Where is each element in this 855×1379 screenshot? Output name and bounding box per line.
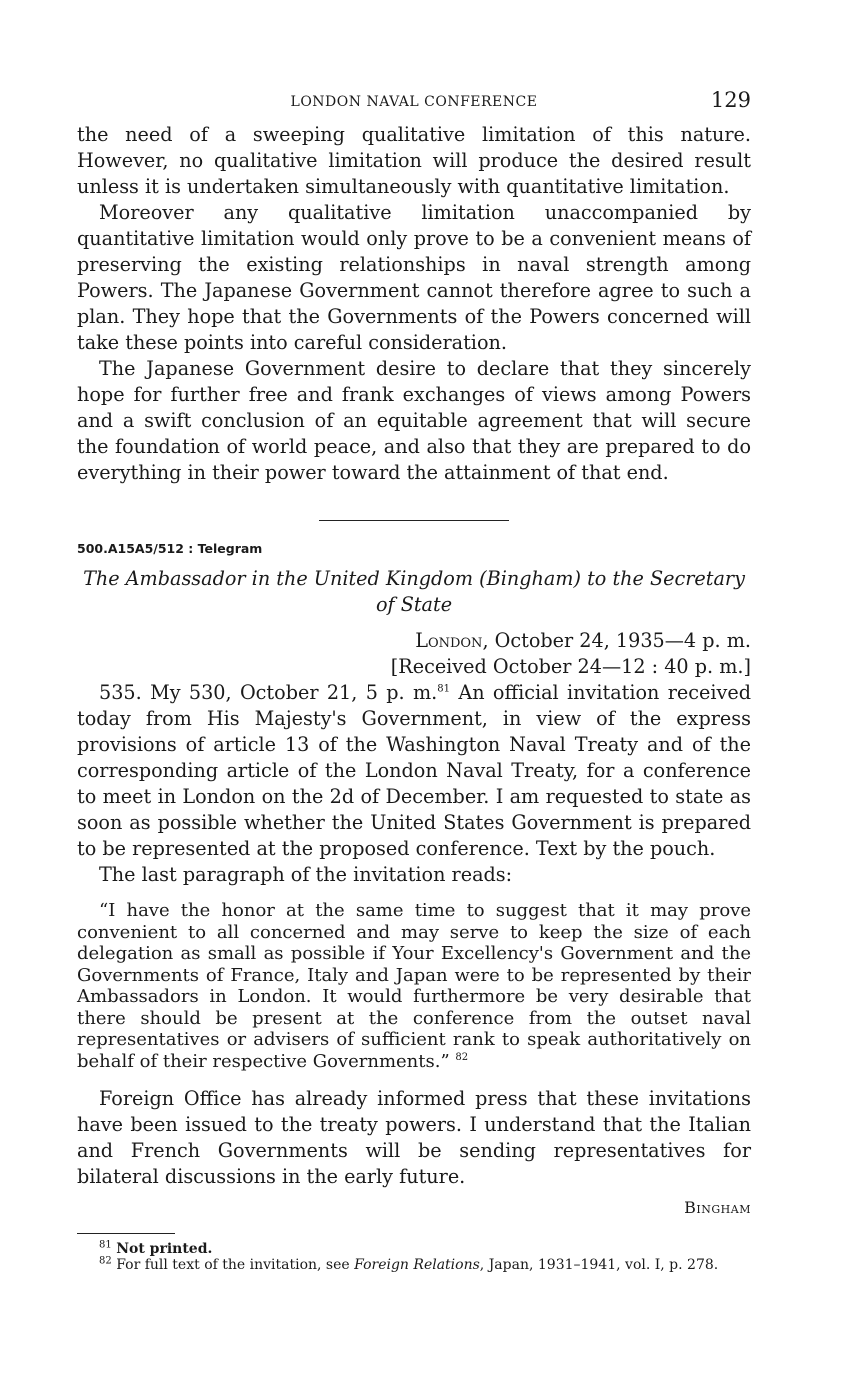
block-quote xyxy=(77,900,751,1072)
footnote-82 xyxy=(77,1254,751,1274)
footnote-ref-82[interactable]: 82 xyxy=(455,1051,469,1063)
dateline-place: London xyxy=(415,629,483,652)
page-number: 129 xyxy=(710,88,751,112)
document-heading: The Ambassador in the United Kingdom (Bingham) to the Secretary of State xyxy=(83,567,745,616)
footnote-text-tail: , Japan, 1931–1941, vol. I, p. 278. xyxy=(479,1256,719,1273)
footnote-text: For full text of the invitation, see xyxy=(116,1256,355,1273)
footnote-rule xyxy=(77,1233,175,1234)
running-title: LONDON NAVAL CONFERENCE xyxy=(290,94,538,110)
footnote-number: 81 xyxy=(99,1239,112,1251)
footnote-number: 82 xyxy=(99,1254,112,1266)
footnote-text: Not printed. xyxy=(116,1241,213,1257)
footnote-81 xyxy=(77,1239,751,1258)
quote-text: “I have the honor at the same time to suggest that it may prove convenient to all concerned and may serve to keep the size of each delegation as small as possible if Your Excellency's Government and the Governments of France, Italy and Japan were to be represented by their Ambassadors in London. It would furthermore be very desirable that there should be present at the conference from the outset naval representatives or advisers of sufficient rank to speak authoritatively on behalf of their respective Governments.” xyxy=(77,900,751,1072)
running-header xyxy=(77,86,751,122)
telegram-paragraph: The last paragraph of the invitation reads: xyxy=(99,863,513,886)
body-paragraph: Moreover any qualitative limitation unaccompanied by quantitative limitation would only prove to be a convenient means of preserving the existing relationships in naval strength among Powers. The Japanese Government cannot therefore agree to such a plan. They hope that the Governments of the Powers concerned will take these points into careful consideration. xyxy=(77,201,751,354)
footnote-ref-81[interactable]: 81 xyxy=(437,683,451,695)
signature: Bingham xyxy=(684,1198,751,1217)
telegram-paragraph: Foreign Office has already informed press that these invitations have been issued to the treaty powers. I understand that the Italian and French Governments will be sending representatives for bilateral discussions in the early future. xyxy=(77,1087,751,1188)
section-divider xyxy=(319,520,509,521)
telegram-paragraph xyxy=(77,680,751,862)
dateline-date: , October 24, 1935—4 p. m. xyxy=(482,629,751,652)
document-file-id: 500.A15A5/512 : Telegram xyxy=(77,541,263,556)
telegram-text: An official invitation received today from His Majesty's Government, in view of the express provisions of article 13 of the Washington Naval Treaty and of the corresponding article of the London Naval Treaty, for a conference to meet in London on the 2d of December. I am requested to state as soon as possible whether the United States Government is prepared to be represented at the proposed conference. Text by the pouch. xyxy=(77,681,751,860)
body-paragraph-continuation: the need of a sweeping qualitative limitation of this nature. However, no qualitative limitation will produce the desired result unless it is undertaken simultaneously with quantitative limitation. xyxy=(77,123,751,198)
telegram-number: 535. My 530, October 21, 5 p. m. xyxy=(99,681,438,704)
dateline xyxy=(77,628,751,654)
received-line: [Received October 24—12 : 40 p. m.] xyxy=(390,655,751,678)
footnote-title: Foreign Relations xyxy=(354,1256,480,1273)
document-page xyxy=(77,86,751,1273)
body-paragraph: The Japanese Government desire to declare that they sincerely hope for further free and frank exchanges of views among Powers and a swift conclusion of an equitable agreement that will secure the foundation of world peace, and also that they are prepared to do everything in their power toward the attainment of that end. xyxy=(77,357,751,484)
